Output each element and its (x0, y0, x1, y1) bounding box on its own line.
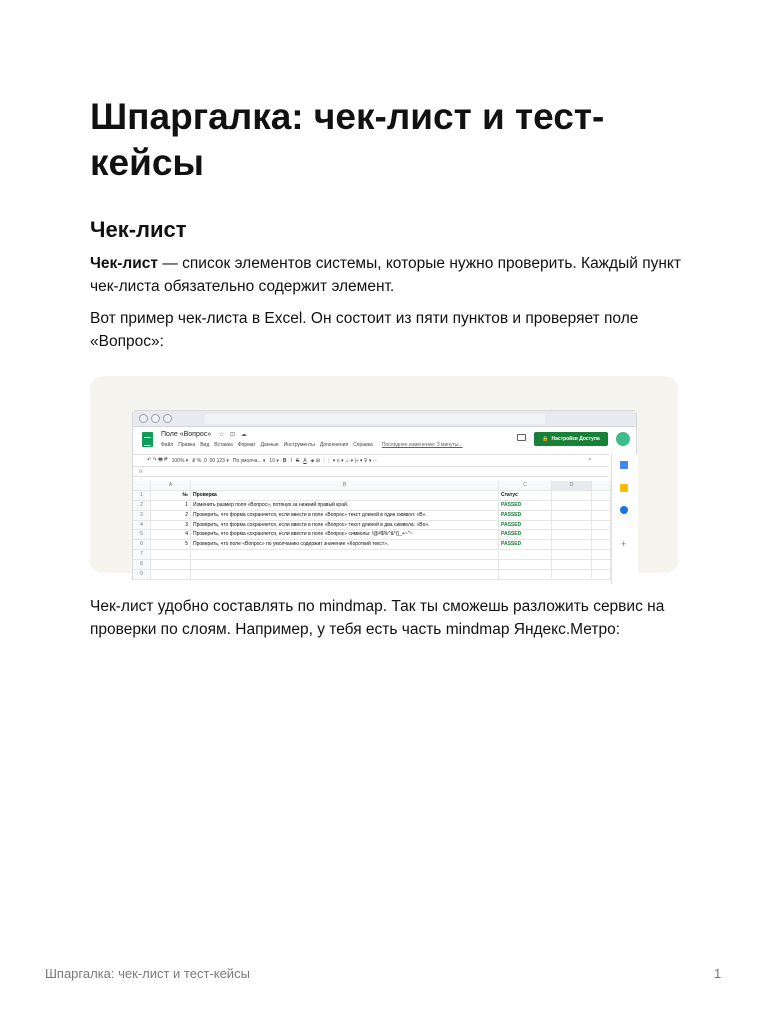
column-header-c: C (499, 481, 552, 490)
menu-item-help: Справка (353, 442, 373, 448)
empty-cell (552, 540, 592, 549)
empty-cell (552, 521, 592, 530)
tasks-icon (620, 506, 628, 514)
empty-cell (552, 560, 592, 569)
keep-icon (620, 484, 628, 492)
window-control-icon (151, 414, 160, 423)
paragraph-example-intro: Вот пример чек-листа в Excel. Он состоит из пяти пунктов и проверяет поле «Вопрос»: (90, 310, 639, 350)
font-select: По умолча... ▾ (232, 457, 266, 464)
table-row (133, 550, 611, 560)
row-number: 1 (133, 491, 151, 500)
menu-item-data: Данные (260, 442, 279, 448)
spreadsheet-screenshot-figure (90, 376, 678, 578)
empty-cell (552, 491, 592, 500)
zoom-select: 100% ▾ (171, 457, 189, 464)
row-number: 9 (133, 570, 151, 579)
cell-number: 1 (151, 501, 191, 510)
last-edit-link: Последнее изменение: 3 минуты... (381, 442, 463, 448)
collapse-toolbar-icon: ^ (588, 457, 591, 464)
empty-cell (592, 521, 611, 530)
browser-chrome (133, 411, 636, 427)
header-cell-status: Статус (499, 491, 552, 500)
column-header-a: A (151, 481, 191, 490)
comment-icon (517, 434, 526, 441)
table-row (133, 501, 611, 511)
empty-cell (592, 550, 611, 559)
corner-cell (133, 481, 151, 490)
cell-status: PASSED (499, 540, 552, 549)
row-number: 3 (133, 511, 151, 520)
sheet-grid (133, 481, 611, 580)
paragraph-mindmap: Чек-лист удобно составлять по mindmap. Так ты сможешь разложить сервис на проверки по слоям. Например, у тебя есть часть mindmap Яндекс.Метро: (90, 598, 665, 638)
formula-bar: fx (133, 467, 609, 477)
number-format-icons: ₽ % .0 .00 123 ▾ (192, 457, 229, 464)
cell-status: PASSED (499, 511, 552, 520)
row-number: 5 (133, 530, 151, 539)
menu-item-edit: Правка (178, 442, 196, 448)
table-row (133, 491, 611, 501)
column-header-b: B (191, 481, 499, 490)
window-control-icon (139, 414, 148, 423)
spreadsheet-window (132, 410, 637, 580)
sheet-menu-bar (161, 442, 463, 448)
empty-cell (191, 550, 499, 559)
document-name: Поле «Вопрос» (161, 431, 212, 438)
empty-cell (552, 570, 592, 579)
cell-number: 2 (151, 511, 191, 520)
calendar-icon (620, 461, 628, 469)
empty-cell (592, 511, 611, 520)
menu-item-file: Файл (161, 442, 174, 448)
term-checklist: Чек-лист (90, 255, 159, 272)
paragraph-definition (90, 252, 690, 298)
format-tools-icons: ◈ ⊞ ⋮⋮ ▾ ≡ ▾ ⊥ ▾ |÷ ▾ ⊽ ▾ ⋯ (310, 457, 378, 464)
cell-number: 4 (151, 530, 191, 539)
avatar (616, 432, 630, 446)
sheet-toolbar (133, 454, 609, 467)
empty-cell (552, 511, 592, 520)
text-color-icon: A (303, 457, 307, 464)
menu-item-tools: Инструменты (283, 442, 315, 448)
empty-cell (592, 570, 611, 579)
menu-item-insert: Вставка (214, 442, 233, 448)
header-cell-check: Проверка (191, 491, 499, 500)
empty-cell (552, 530, 592, 539)
lock-icon: 🔒 (542, 436, 549, 442)
table-row (133, 560, 611, 570)
row-number: 2 (133, 501, 151, 510)
empty-cell (151, 570, 191, 579)
table-row (133, 521, 611, 531)
definition-text: — список элементов системы, которые нужно проверить. Каждый пункт чек-листа обязательно содержит элемент. (90, 255, 681, 295)
empty-cell (592, 560, 611, 569)
row-number: 4 (133, 521, 151, 530)
empty-cell (151, 560, 191, 569)
cell-number: 5 (151, 540, 191, 549)
plus-icon: + (621, 539, 627, 549)
cell-check: Проверить, что форма сохраняется, если ввести в поле «Вопрос» текст длиной в два символа: «Во». (191, 521, 499, 530)
font-size-select: 10 ▾ (269, 457, 279, 464)
cell-status: PASSED (499, 501, 552, 510)
sheets-logo-icon (142, 432, 153, 447)
empty-cell (592, 530, 611, 539)
table-row (133, 511, 611, 521)
column-header-d: D (552, 481, 592, 490)
table-row (133, 530, 611, 540)
side-panel (611, 454, 638, 584)
strikethrough-icon: S (295, 457, 300, 464)
row-number: 7 (133, 550, 151, 559)
cell-status: PASSED (499, 521, 552, 530)
empty-cell (499, 560, 552, 569)
cell-status: PASSED (499, 530, 552, 539)
empty-cell (191, 570, 499, 579)
empty-cell (592, 501, 611, 510)
menu-item-view: Вид (200, 442, 210, 448)
empty-cell (191, 560, 499, 569)
sheet-header (133, 427, 636, 454)
italic-icon: I (290, 457, 292, 464)
empty-cell (592, 540, 611, 549)
footer-title: Шпаргалка: чек-лист и тест-кейсы (45, 966, 250, 981)
address-bar (205, 414, 545, 424)
empty-cell (552, 501, 592, 510)
star-folder-cloud-icons: ☆ ⊡ ☁ (219, 432, 249, 438)
window-control-icon (163, 414, 172, 423)
share-settings-button (534, 432, 608, 446)
empty-cell (552, 550, 592, 559)
menu-item-format: Формат (237, 442, 256, 448)
empty-cell (592, 491, 611, 500)
header-cell-number: № (151, 491, 191, 500)
table-row (133, 540, 611, 550)
row-number: 6 (133, 540, 151, 549)
cell-check: Проверить, что поле «Вопрос» по умолчанию содержит значение «Короткий текст». (191, 540, 499, 549)
table-row (133, 570, 611, 580)
row-number: 8 (133, 560, 151, 569)
cell-number: 3 (151, 521, 191, 530)
cell-check: Проверить, что форма сохраняется, если ввести в поле «Вопрос» текст длиной в один символ: «В». (191, 511, 499, 520)
column-header-row (133, 481, 611, 491)
share-button-label: Настройки Доступа (551, 436, 600, 442)
page-number: 1 (714, 966, 722, 981)
section-heading-checklist: Чек-лист (90, 217, 187, 242)
cell-check: Проверить, что форма сохраняется, если ввести в поле «Вопрос» символы: !@#$%^&*()_+~"~ (191, 530, 499, 539)
empty-cell (499, 570, 552, 579)
bold-icon: B (282, 457, 287, 464)
page-title: Шпаргалка: чек-лист и тест-кейсы (90, 96, 605, 183)
menu-item-addons: Дополнения (319, 442, 349, 448)
cell-check: Изменить размер поля «Вопрос», потянув за нижний правый край. (191, 501, 499, 510)
empty-cell (499, 550, 552, 559)
column-header-e (592, 481, 611, 490)
empty-cell (151, 550, 191, 559)
undo-redo-print-icons: ↶ ↷ 🖶 ₱ (147, 456, 168, 463)
